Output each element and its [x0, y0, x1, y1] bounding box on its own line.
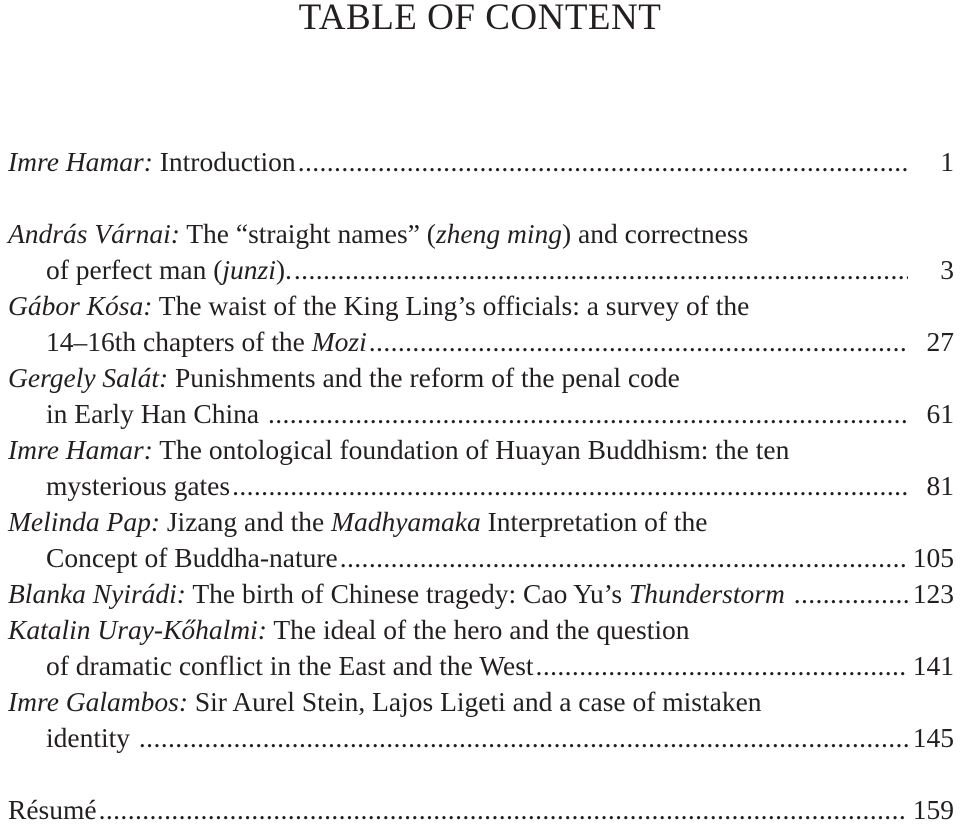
- toc-author: Imre Galambos:: [8, 686, 188, 717]
- toc-author: Gergely Salát:: [8, 362, 169, 393]
- toc-title-text: The ideal of the hero and the question: [266, 614, 690, 645]
- toc-entry-line: [46, 468, 908, 504]
- page-title: TABLE OF CONTENT: [298, 0, 662, 38]
- toc-title-text: Sir Aurel Stein, Lajos Ligeti and a case of mistaken: [188, 686, 762, 717]
- toc-author: András Várnai:: [8, 218, 180, 249]
- toc-author: Gábor Kósa:: [8, 290, 153, 321]
- toc-entry-line: [46, 648, 908, 684]
- toc-title-italic: zheng ming: [435, 218, 562, 249]
- toc-entry-line: [8, 684, 908, 720]
- toc-entry-line: [8, 432, 908, 468]
- toc-title-text: The “straight names” (: [179, 218, 436, 249]
- toc-title-text: of perfect man (: [46, 254, 223, 285]
- toc-title-text: ).: [275, 254, 292, 285]
- toc-entry-line: [8, 216, 908, 252]
- toc-title-text: identity: [46, 722, 137, 753]
- toc-page-number: 159: [912, 794, 954, 825]
- toc-title-italic: Madhyamaka: [331, 506, 481, 537]
- toc-title-text: The ontological foundation of Huayan Buddhism: the ten: [152, 434, 790, 465]
- toc-title-text: in Early Han China: [46, 398, 266, 429]
- toc-page-number: 81: [926, 470, 954, 501]
- toc-entry-line: [8, 288, 908, 324]
- toc-title-text: mysterious gates: [46, 470, 231, 501]
- toc-entry-line: [46, 396, 908, 432]
- toc-title-text: Résumé: [8, 794, 97, 825]
- toc-entry-line: [8, 144, 908, 180]
- toc-title-italic: Thunderstorm: [628, 578, 785, 609]
- toc-page-number: 145: [912, 722, 954, 753]
- toc-title-text: Concept of Buddha-nature: [46, 542, 338, 573]
- toc-entry-line: [46, 540, 908, 576]
- toc-title-text: Interpretation of the: [480, 506, 708, 537]
- toc-title-text: of dramatic conflict in the East and the West: [46, 650, 534, 681]
- toc-entry-line: [8, 360, 908, 396]
- toc-title-text: 14–16th chapters of the: [46, 326, 312, 357]
- toc-author: Imre Hamar:: [8, 146, 153, 177]
- toc-page-number: 61: [926, 398, 954, 429]
- toc-title-italic: junzi: [222, 254, 276, 285]
- toc-entry-line: [46, 720, 908, 756]
- toc-entry-line: [8, 792, 908, 828]
- toc-entry-line: [46, 324, 908, 360]
- toc-title-text: Jizang and the: [159, 506, 332, 537]
- toc-entry-line: [8, 612, 908, 648]
- toc-author: Blanka Nyirádi:: [8, 578, 186, 609]
- toc-page-number: 105: [912, 542, 954, 573]
- toc-title-text: The waist of the King Ling’s officials: a survey of the: [152, 290, 750, 321]
- toc-page-number: 3: [940, 254, 954, 285]
- toc-author: Melinda Pap:: [8, 506, 160, 537]
- toc-page-number: 141: [912, 650, 954, 681]
- toc-page-number: 1: [940, 146, 954, 177]
- toc-title-italic: Mozi: [311, 326, 367, 357]
- toc-title-text: ) and correctness: [562, 218, 749, 249]
- toc-entry-line: [46, 252, 908, 288]
- toc-entry-line: [8, 504, 908, 540]
- toc-page-number: 123: [912, 578, 954, 609]
- toc-title-text: Introduction: [152, 146, 296, 177]
- toc-page-number: 27: [926, 326, 954, 357]
- toc-author: Imre Hamar:: [8, 434, 153, 465]
- toc-title-text: The birth of Chinese tragedy: Cao Yu’s: [185, 578, 629, 609]
- toc-title-text: [785, 578, 792, 609]
- toc-author: Katalin Uray-Kőhalmi:: [8, 614, 267, 645]
- toc-entry-line: [8, 576, 908, 612]
- toc-title-text: Punishments and the reform of the penal code: [168, 362, 680, 393]
